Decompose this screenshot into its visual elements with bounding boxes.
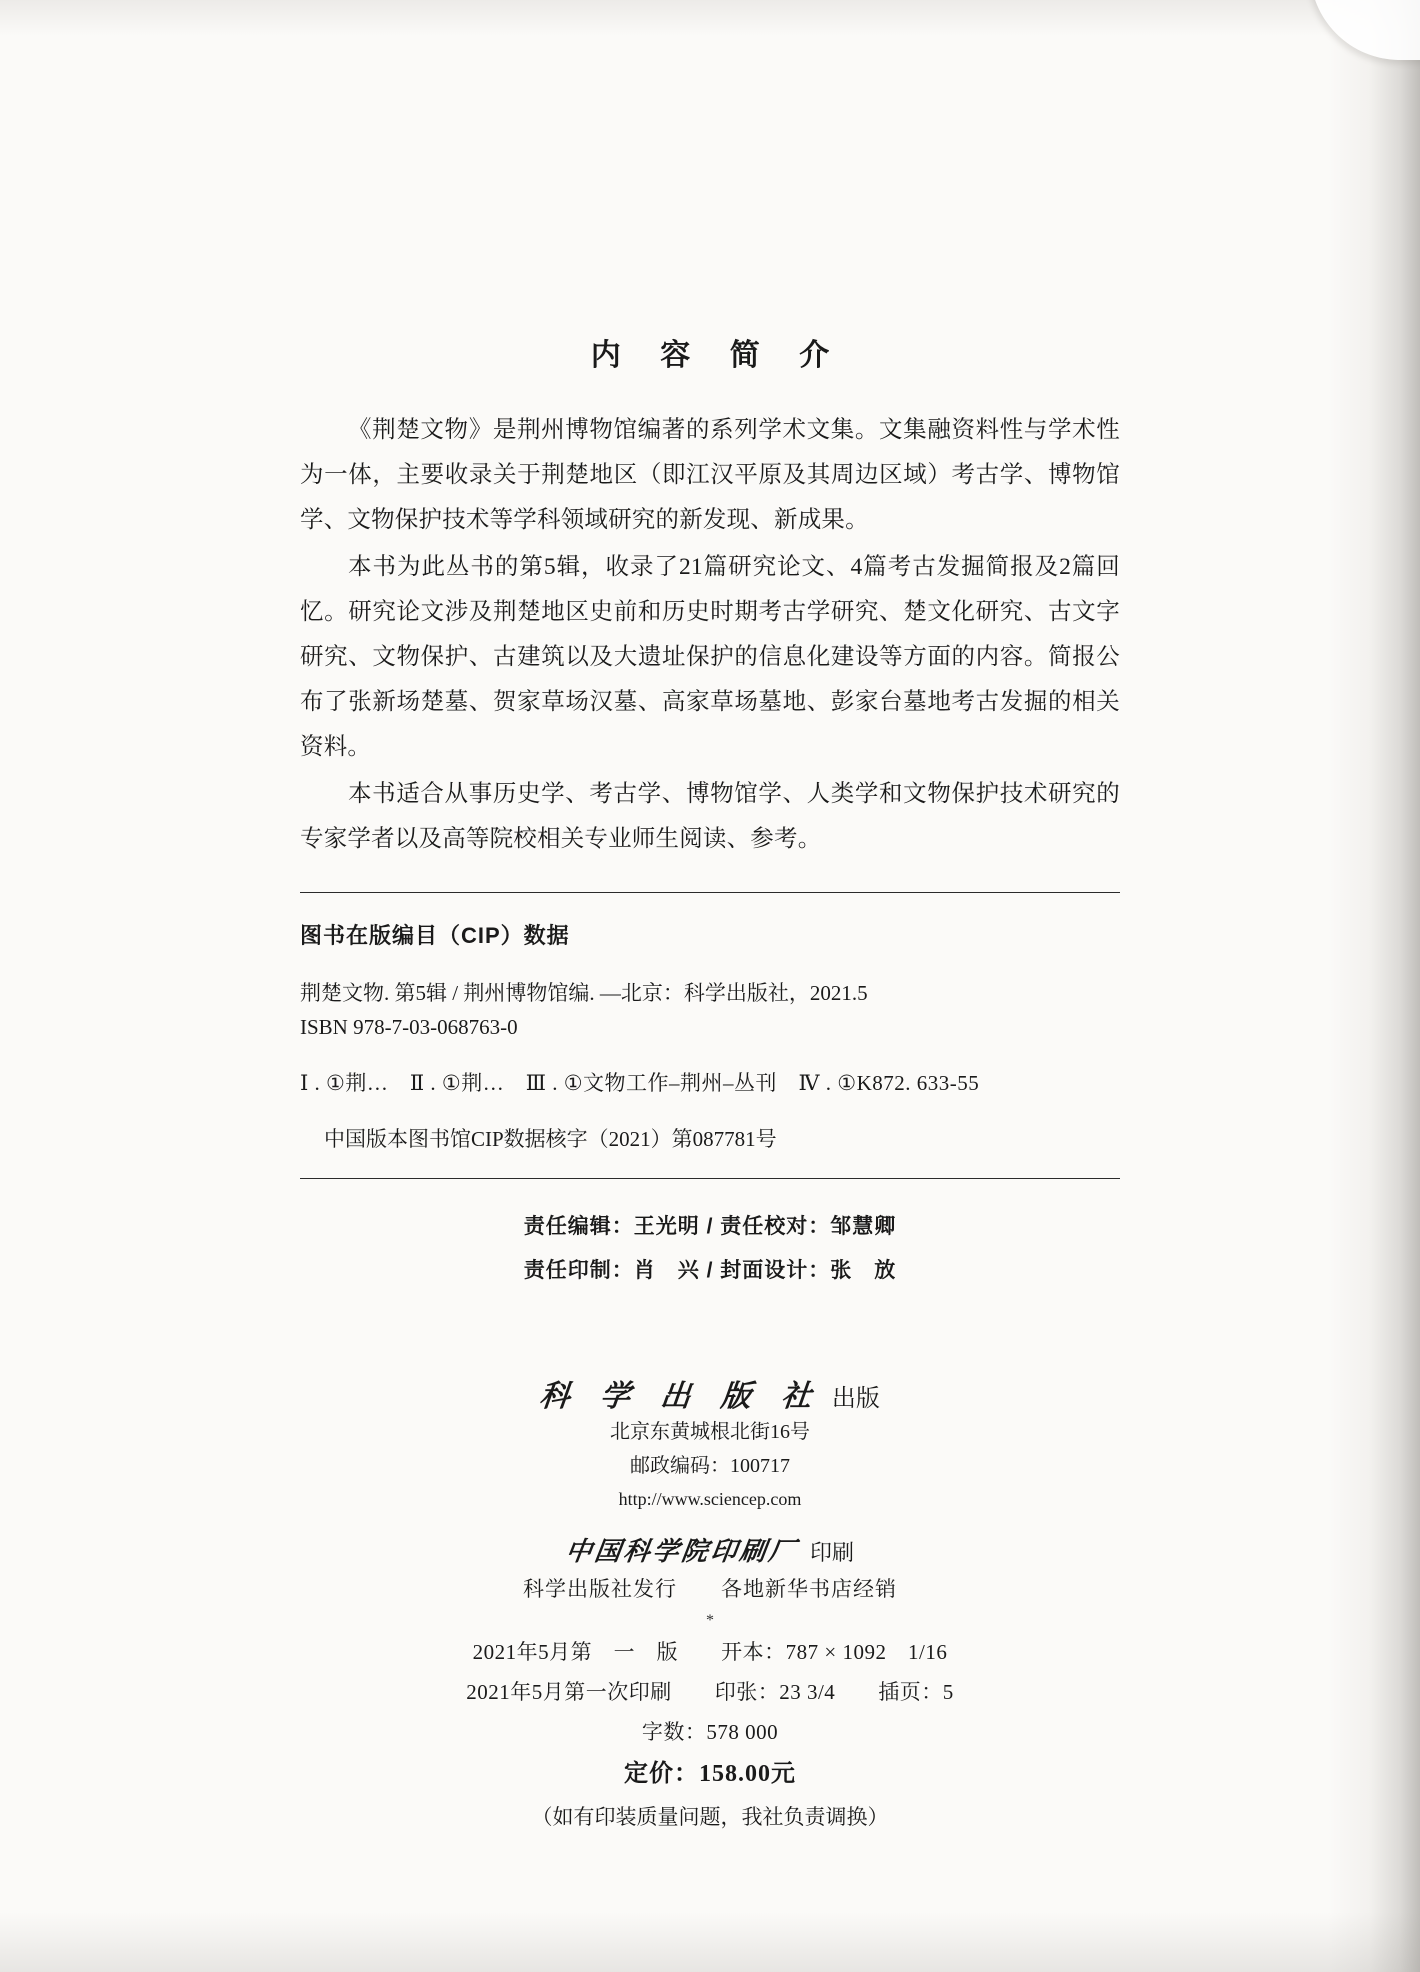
cip-block xyxy=(300,893,1120,1156)
page-edge-bottom-shade xyxy=(0,1912,1420,1972)
publisher-logo: 科 学 出 版 社 xyxy=(537,1379,824,1414)
page-corner-curl xyxy=(1310,0,1420,60)
printer-logo: 中国科学院印刷厂 xyxy=(563,1537,800,1567)
summary-paragraph-3: 本书适合从事历史学、考古学、博物馆学、人类学和文物保护技术研究的专家学者以及高等院校相关专业师生阅读、参考。 xyxy=(300,781,1120,852)
printer-row xyxy=(300,1531,1120,1568)
cip-spacer-2 xyxy=(300,1100,1120,1122)
cip-classification: Ⅰ . ①荆… Ⅱ . ①荆… Ⅲ . ①文物工作–荆州–丛刊 Ⅳ . ①K872. 633-55 xyxy=(300,1071,980,1095)
cip-title-line: 荆楚文物. 第5辑 / 荆州博物馆编. —北京：科学出版社，2021.5 xyxy=(300,981,868,1005)
page-content xyxy=(300,330,1120,1838)
separator-asterisk: * xyxy=(706,1612,714,1629)
staff-line-production: 责任印制：肖 兴 / 封面设计：张 放 xyxy=(523,1259,897,1282)
section-title: 内 容 简 介 xyxy=(590,339,846,372)
cip-isbn: ISBN 978-7-03-068763-0 xyxy=(300,1015,518,1039)
publisher-suffix: 出版 xyxy=(831,1386,880,1412)
publisher-postcode: 邮政编码：100717 xyxy=(630,1455,790,1477)
spec-line-1: 2021年5月第 一 版 开本：787 × 1092 1/16 xyxy=(472,1640,948,1664)
spec-line-2: 2021年5月第一次印刷 印张：23 3/4 插页：5 xyxy=(466,1680,954,1704)
printer-suffix: 印刷 xyxy=(810,1540,855,1565)
page-edge-top-shade xyxy=(0,0,1420,36)
page-edge-right-shade xyxy=(1328,0,1420,1972)
staff-line-editor: 责任编辑：王光明 / 责任校对：邹慧卿 xyxy=(523,1215,897,1238)
publisher-row xyxy=(300,1371,1120,1415)
publisher-block xyxy=(300,1371,1120,1838)
cip-national-number: 中国版本图书馆CIP数据核字（2021）第087781号 xyxy=(324,1127,777,1151)
summary-paragraph-2: 本书为此丛书的第5辑，收录了21篇研究论文、4篇考古发掘简报及2篇回忆。研究论文涉及荆楚地区史前和历史时期考古学研究、楚文化研究、古文字研究、文物保护、古建筑以及大遗址保护的信息化建设等方面的内容。简报公布了张新场楚墓、贺家草场汉墓、高家草场墓地、彭家台墓地考古发掘的相关资料。 xyxy=(300,554,1120,760)
price-line: 定价：158.00元 xyxy=(624,1761,796,1787)
quality-note: （如有印装质量问题，我社负责调换） xyxy=(531,1805,889,1829)
cip-spacer xyxy=(300,1044,1120,1066)
publisher-url: http://www.sciencep.com xyxy=(618,1489,802,1509)
distribution-line: 科学出版社发行 各地新华书店经销 xyxy=(523,1577,897,1601)
summary-paragraph-1: 《荆楚文物》是荆州博物馆编著的系列学术文集。文集融资料性与学术性为一体，主要收录关于荆楚地区（即江汉平原及其周边区域）考古学、博物馆学、文物保护技术等学科领域研究的新发现、新成果。 xyxy=(300,417,1120,533)
publisher-address: 北京东黄城根北街16号 xyxy=(610,1421,810,1443)
spec-line-3: 字数：578 000 xyxy=(641,1720,779,1744)
cip-heading: 图书在版编目（CIP）数据 xyxy=(300,923,570,948)
divider-below-cip xyxy=(300,1178,1120,1179)
